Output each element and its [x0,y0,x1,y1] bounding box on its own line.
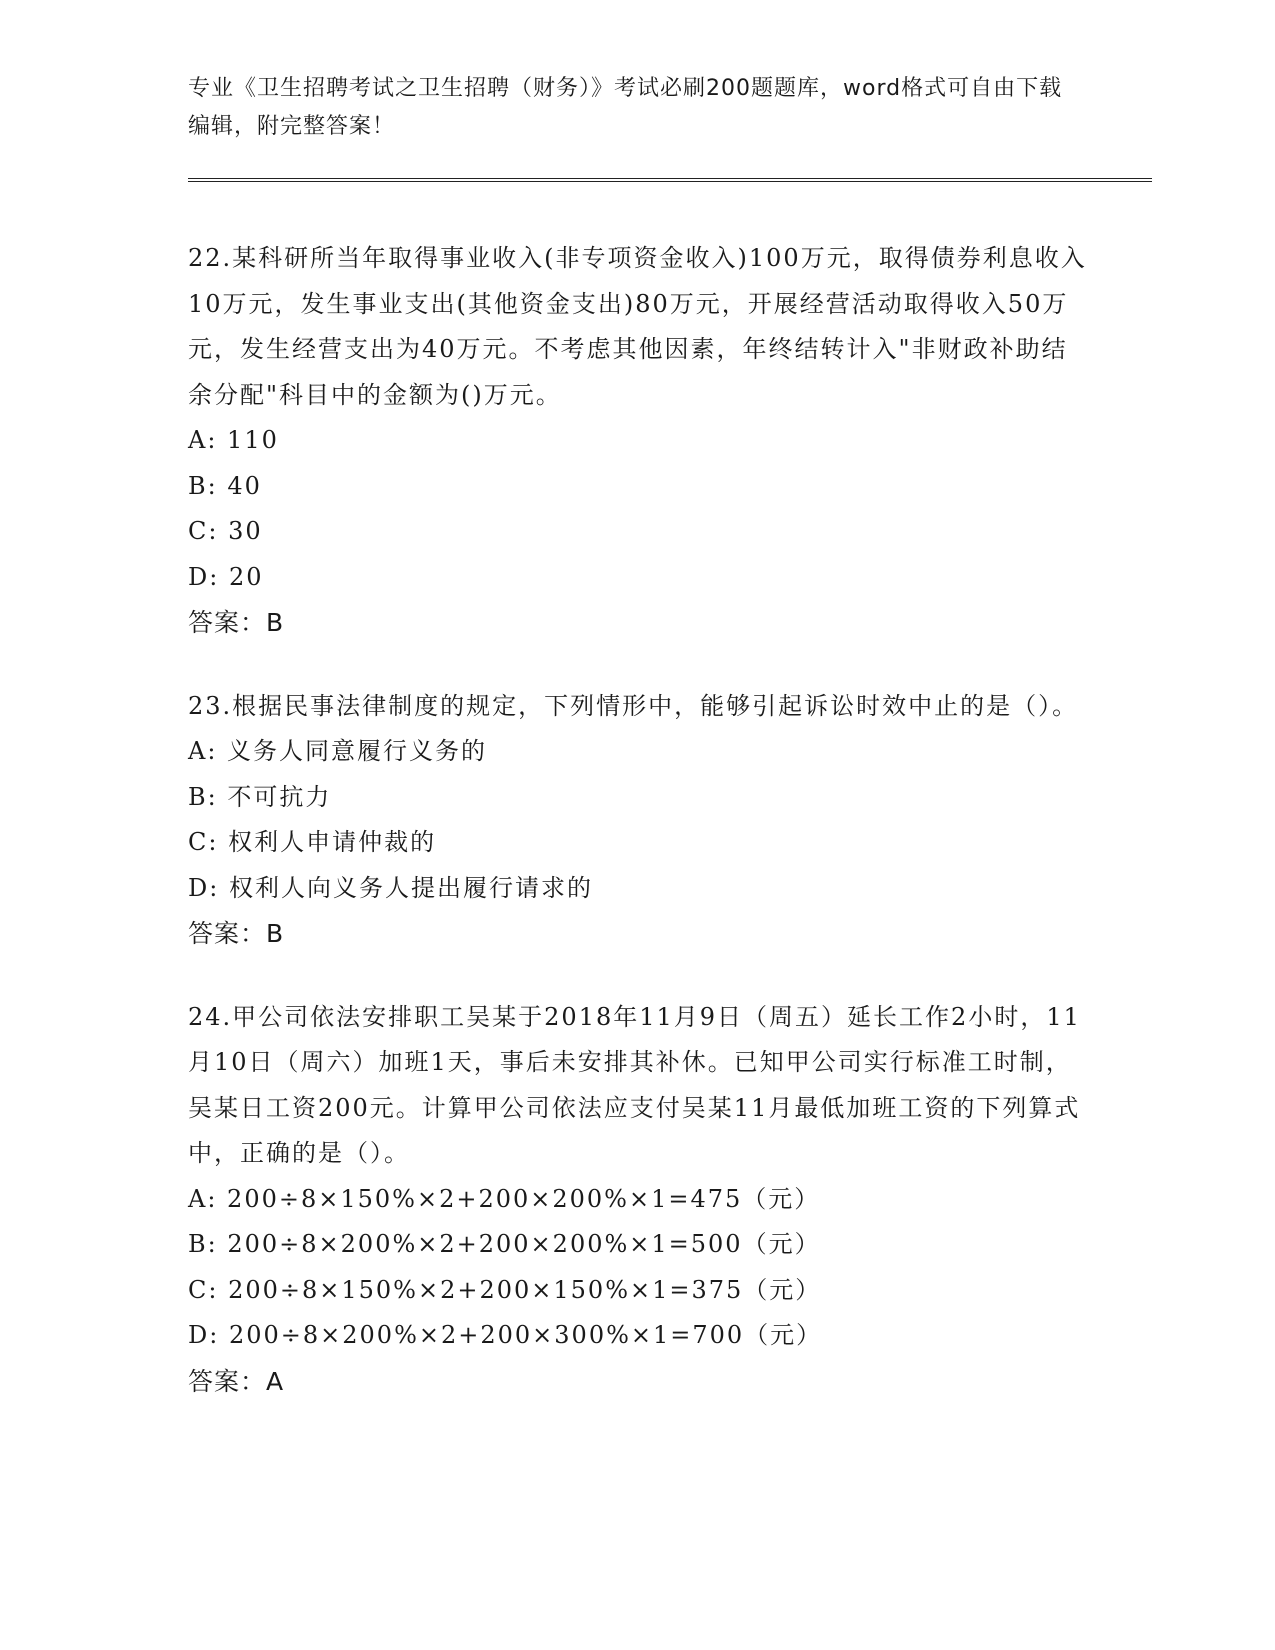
option-a: A: 义务人同意履行义务的 [188,737,488,765]
option-a: A: 110 [188,426,279,454]
question-list [188,236,1088,1442]
option-b: B: 200÷8×200%×2+200×200%×1=500（元） [188,1230,821,1258]
answer-label: 答案：B [188,608,285,637]
option-b: B: 40 [188,471,262,500]
answer-label: 答案：A [188,1366,285,1396]
question-22 [188,236,1088,646]
answer-label: 答案：B [188,919,285,948]
option-d: D: 200÷8×200%×2+200×300%×1=700（元） [188,1321,823,1349]
document-header: 专业《卫生招聘考试之卫生招聘（财务）》考试必刷200题题库，word格式可自由下载编辑，附完整答案！ [188,76,1063,139]
option-a: A: 200÷8×150%×2+200×200%×1=475（元） [188,1184,821,1213]
option-c: C: 权利人申请仲裁的 [188,828,437,856]
question-stem: 22.某科研所当年取得事业收入(非专项资金收入)100万元，取得债券利息收入10万元，发生事业支出(其他资金支出)80万元，开展经营活动取得收入50万元，发生经营支出为40万元。不考虑其他因素，年终结转计入"非财政补助结余分配"科目中的金额为()万元。 [188,244,1087,409]
question-24 [188,995,1088,1405]
option-d: D: 权利人向义务人提出履行请求的 [188,873,593,902]
question-stem: 24.甲公司依法安排职工吴某于2018年11月9日（周五）延长工作2小时，11月10日（周六）加班1天，事后未安排其补休。已知甲公司实行标准工时制，吴某日工资200元。计算甲公司依法应支付吴某11月最低加班工资的下列算式中，正确的是（）。 [188,1002,1081,1167]
option-d: D: 20 [188,562,264,591]
option-b: B: 不可抗力 [188,782,332,811]
question-stem: 23.根据民事法律制度的规定，下列情形中，能够引起诉讼时效中止的是（）。 [188,691,1079,720]
option-c: C: 200÷8×150%×2+200×150%×1=375（元） [188,1275,822,1304]
option-c: C: 30 [188,517,263,545]
header-divider [188,178,1152,182]
question-23 [188,684,1088,957]
